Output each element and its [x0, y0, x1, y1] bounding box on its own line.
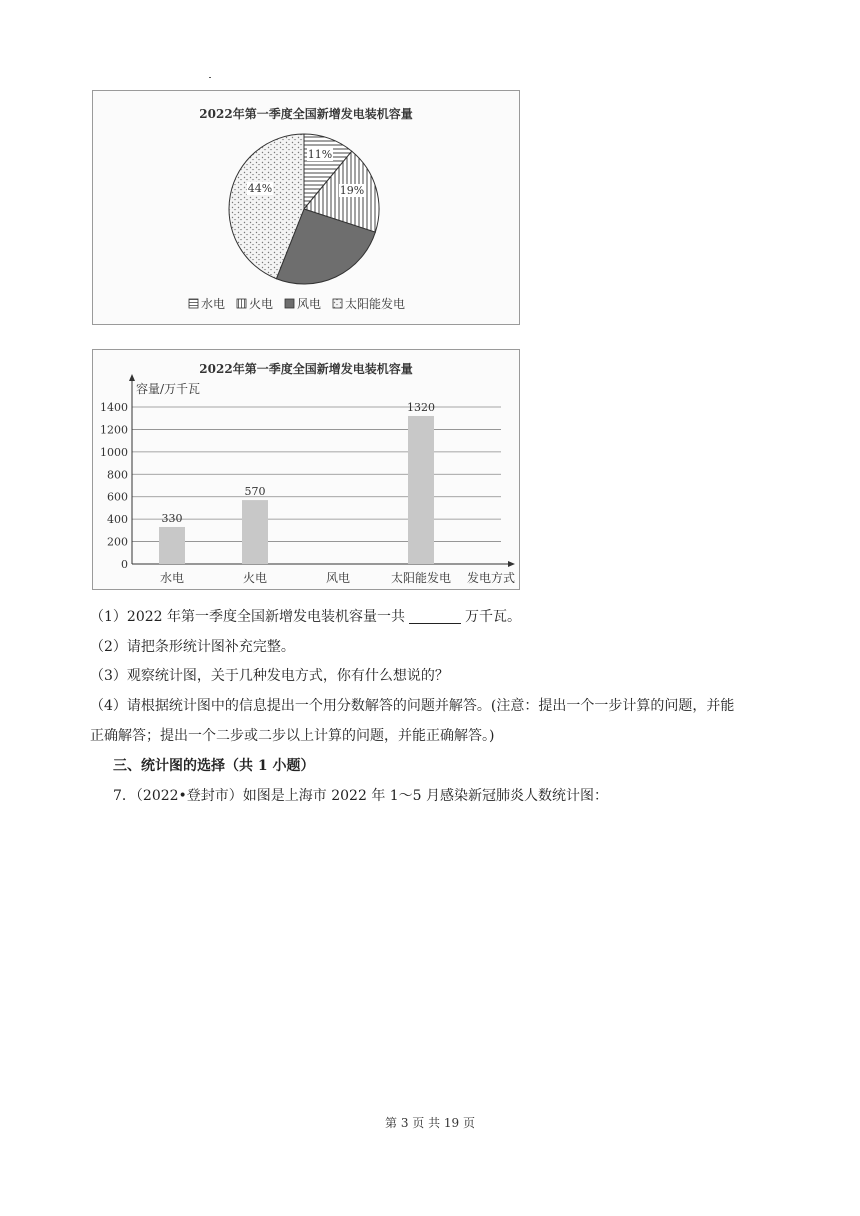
question-1-unit: 万千瓦。 [465, 609, 521, 625]
y-tick-label-0: 0 [121, 558, 128, 571]
legend-label-3: 太阳能发电 [345, 297, 406, 311]
y-tick-label-6: 1200 [100, 423, 128, 437]
legend-swatch-1 [237, 299, 246, 308]
x-tick-label-0: 水电 [159, 571, 185, 585]
pie-chart-figure [92, 90, 520, 325]
question-2: （2）请把条形统计图补充完整。 [90, 639, 295, 655]
legend-label-2: 风电 [297, 297, 322, 311]
stray-mark [209, 77, 211, 78]
bar-1 [242, 500, 268, 564]
pie-chart-svg [93, 91, 519, 324]
legend-label-0: 水电 [201, 297, 226, 311]
y-axis-label: 容量/万千瓦 [136, 382, 201, 396]
y-tick-label-5: 1000 [100, 445, 128, 459]
bar-chart-svg [93, 350, 519, 589]
question-1 [90, 606, 521, 626]
pie-slice-label-1: 19% [339, 184, 365, 197]
question-3: （3）观察统计图，关于几种发电方式，你有什么想说的？ [90, 668, 449, 684]
question-4-line-1: （4）请根据统计图中的信息提出一个用分数解答的问题并解答。(注意：提出一个一步计算的问题，并能 [90, 698, 735, 714]
bar-value-label-0: 330 [161, 511, 183, 525]
bar-0 [159, 527, 185, 564]
bar-chart-figure [92, 349, 520, 590]
bar-3 [408, 416, 434, 564]
legend-label-1: 火电 [249, 297, 274, 311]
legend-swatch-0 [189, 299, 198, 308]
section-title: 三、统计图的选择（共 1 小题） [113, 758, 315, 774]
y-tick-label-1: 200 [107, 535, 128, 549]
y-tick-label-4: 800 [107, 468, 128, 482]
bar-value-label-1: 570 [244, 485, 266, 499]
legend-swatch-3 [333, 299, 342, 308]
page-footer: 第 3 页 共 19 页 [385, 1116, 475, 1130]
y-tick-label-2: 400 [107, 513, 128, 527]
question-7: 7．（2022•登封市）如图是上海市 2022 年 1～5 月感染新冠肺炎人数统计图： [113, 788, 609, 804]
legend-swatch-2 [285, 299, 294, 308]
pie-chart-title: 2022年第一季度全国新增发电装机容量 [199, 107, 413, 121]
pie-slice-label-3: 44% [247, 182, 273, 195]
x-axis-arrow [508, 561, 515, 567]
y-tick-label-7: 1400 [100, 401, 128, 414]
question-4-line-2: 正确解答；提出一个二步或二步以上计算的问题，并能正确解答。) [90, 728, 495, 744]
x-tick-label-2: 风电 [325, 571, 351, 585]
pie-slice-label-0: 11% [307, 148, 333, 161]
answer-blank[interactable] [409, 609, 461, 624]
x-tick-label-1: 火电 [242, 571, 268, 585]
question-1-text: （1）2022 年第一季度全国新增发电装机容量一共 [90, 609, 405, 625]
x-axis-label: 发电方式 [466, 571, 515, 585]
y-tick-label-3: 600 [107, 490, 128, 504]
bar-value-label-3: 1320 [407, 400, 435, 414]
bar-chart-title: 2022年第一季度全国新增发电装机容量 [199, 362, 413, 376]
x-tick-label-3: 太阳能发电 [390, 571, 452, 585]
y-axis-arrow [129, 374, 135, 381]
